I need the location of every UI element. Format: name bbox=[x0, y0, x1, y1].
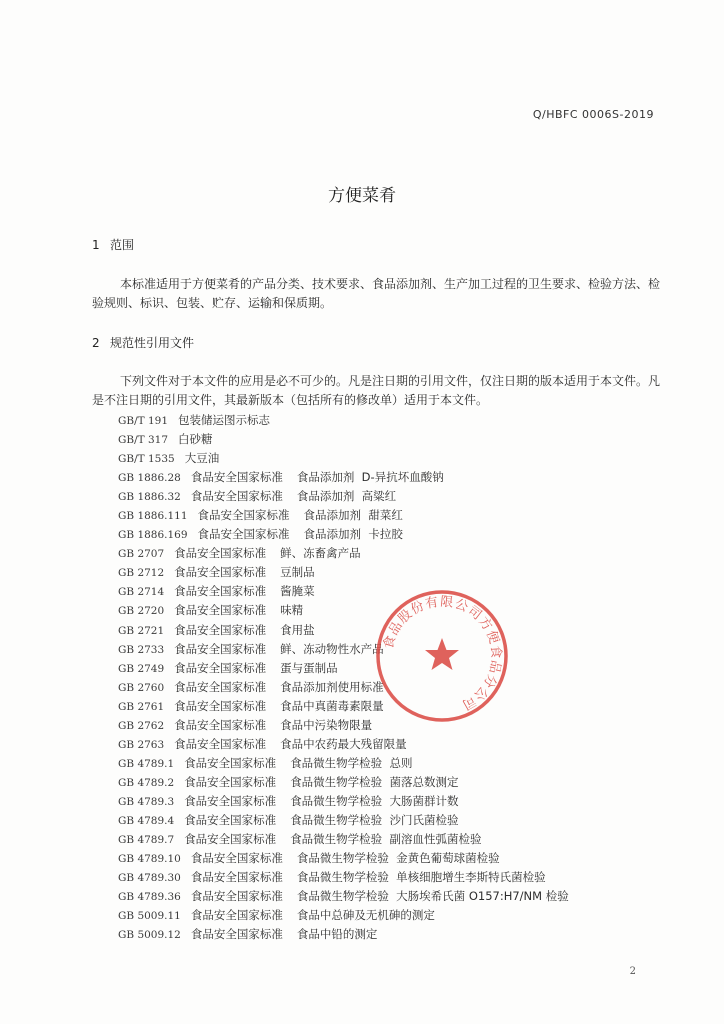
reference-item bbox=[118, 735, 569, 754]
reference-title: 食品安全国家标准 bbox=[190, 851, 283, 866]
reference-subtitle: 食品添加剂使用标准 bbox=[280, 679, 384, 694]
reference-code: GB 5009.11 bbox=[118, 910, 181, 923]
reference-code: GB 4789.36 bbox=[118, 891, 181, 904]
section-2-number: 2 bbox=[92, 336, 100, 350]
reference-title: 食品安全国家标准 bbox=[174, 622, 267, 637]
reference-subtitle: 蛋与蛋制品 bbox=[280, 660, 338, 675]
reference-title: 食品安全国家标准 bbox=[190, 927, 283, 942]
reference-subtitle: 食品中铅的测定 bbox=[296, 927, 378, 942]
reference-title: 食品安全国家标准 bbox=[190, 489, 283, 504]
reference-title: 食品安全国家标准 bbox=[174, 603, 267, 618]
reference-subtitle: 食品添加剂 甜菜红 bbox=[303, 508, 403, 523]
reference-title: 食品安全国家标准 bbox=[184, 832, 277, 847]
section-2-paragraph bbox=[92, 372, 662, 410]
reference-item bbox=[118, 563, 569, 582]
reference-title: 食品安全国家标准 bbox=[174, 660, 267, 675]
reference-item bbox=[118, 449, 569, 468]
reference-code: GB 2749 bbox=[118, 662, 165, 675]
reference-item bbox=[118, 887, 569, 906]
reference-title: 食品安全国家标准 bbox=[190, 870, 283, 885]
reference-title: 食品安全国家标准 bbox=[184, 812, 277, 827]
section-1-body: 本标准适用于方便菜肴的产品分类、技术要求、食品添加剂、生产加工过程的卫生要求、检验方法、检验规则、标识、包装、贮存、运输和保质期。 bbox=[92, 277, 661, 310]
reference-item bbox=[118, 849, 569, 868]
section-1-number: 1 bbox=[92, 238, 100, 252]
reference-code: GB 4789.4 bbox=[118, 814, 175, 827]
reference-item bbox=[118, 430, 569, 449]
reference-subtitle: 味精 bbox=[280, 603, 304, 618]
reference-title: 食品安全国家标准 bbox=[190, 470, 283, 485]
reference-code: GB 1886.111 bbox=[118, 510, 188, 523]
reference-item bbox=[118, 411, 569, 430]
reference-code: GB 1886.32 bbox=[118, 491, 181, 504]
reference-code: GB 2763 bbox=[118, 738, 165, 751]
section-1-title: 范围 bbox=[110, 238, 135, 252]
reference-title: 白砂糖 bbox=[178, 432, 213, 447]
reference-code: GB 1886.28 bbox=[118, 472, 181, 485]
reference-code: GB 2760 bbox=[118, 681, 165, 694]
reference-item bbox=[118, 830, 569, 849]
reference-code: GB 5009.12 bbox=[118, 929, 181, 942]
reference-item bbox=[118, 468, 569, 487]
reference-code: GB 4789.30 bbox=[118, 872, 181, 885]
reference-code: GB/T 191 bbox=[118, 415, 169, 427]
reference-code: GB 4789.10 bbox=[118, 853, 181, 866]
reference-code: GB 2712 bbox=[118, 567, 165, 580]
reference-subtitle: 食品添加剂 高粱红 bbox=[296, 489, 397, 504]
reference-item bbox=[118, 525, 569, 544]
reference-subtitle: 食品添加剂 D-异抗坏血酸钠 bbox=[296, 470, 444, 485]
reference-code: GB 2714 bbox=[118, 586, 165, 599]
reference-code: GB 1886.169 bbox=[118, 529, 188, 542]
reference-code: GB 4789.7 bbox=[118, 834, 175, 847]
reference-subtitle: 食品微生物学检验 沙门氏菌检验 bbox=[290, 812, 459, 827]
reference-code: GB/T 1535 bbox=[118, 453, 175, 466]
reference-item bbox=[118, 544, 569, 563]
reference-item bbox=[118, 792, 569, 811]
reference-title: 包装储运图示标志 bbox=[178, 413, 271, 427]
section-1-paragraph bbox=[92, 275, 662, 313]
reference-subtitle: 食品添加剂 卡拉胶 bbox=[303, 527, 403, 542]
reference-item bbox=[118, 754, 569, 773]
reference-title: 食品安全国家标准 bbox=[174, 546, 267, 561]
reference-subtitle: 酱腌菜 bbox=[280, 584, 315, 599]
reference-title: 食品安全国家标准 bbox=[184, 774, 277, 789]
seal-text: 食品股份有限公司方便食品分公司 bbox=[381, 594, 504, 713]
reference-subtitle: 食品微生物学检验 副溶血性弧菌检验 bbox=[290, 832, 482, 847]
reference-subtitle: 食品中总砷及无机砷的测定 bbox=[296, 908, 435, 923]
reference-subtitle: 食品中真菌毒素限量 bbox=[280, 698, 384, 713]
section-2-body: 下列文件对于本文件的应用是必不可少的。凡是注日期的引用文件，仅注日期的版本适用于本文件。凡是不注日期的引用文件，其最新版本（包括所有的修改单）适用于本文件。 bbox=[92, 374, 661, 407]
star-icon bbox=[425, 638, 459, 670]
reference-code: GB 2761 bbox=[118, 700, 165, 713]
reference-subtitle: 食品中污染物限量 bbox=[280, 717, 373, 732]
reference-code: GB 2720 bbox=[118, 605, 165, 618]
reference-code: GB 4789.1 bbox=[118, 757, 175, 770]
reference-title: 食品安全国家标准 bbox=[184, 793, 277, 808]
reference-title: 食品安全国家标准 bbox=[174, 736, 267, 751]
standard-code: Q/HBFC 0006S-2019 bbox=[532, 108, 654, 121]
reference-title: 食品安全国家标准 bbox=[174, 717, 267, 732]
reference-item bbox=[118, 906, 569, 925]
reference-item bbox=[118, 868, 569, 887]
section-2-heading bbox=[92, 334, 194, 351]
reference-subtitle: 食品微生物学检验 大肠埃希氏菌 O157:H7/NM 检验 bbox=[296, 889, 569, 904]
section-1-heading bbox=[92, 236, 134, 253]
reference-code: GB 2762 bbox=[118, 719, 165, 732]
page-title: 方便菜肴 bbox=[328, 186, 396, 206]
reference-item bbox=[118, 925, 569, 944]
reference-title: 食品安全国家标准 bbox=[174, 565, 267, 580]
reference-subtitle: 豆制品 bbox=[280, 565, 315, 580]
reference-item bbox=[118, 506, 569, 525]
reference-code: GB 4789.3 bbox=[118, 795, 175, 808]
page-number: 2 bbox=[629, 966, 636, 977]
reference-subtitle: 食品中农药最大残留限量 bbox=[280, 736, 407, 751]
reference-item bbox=[118, 773, 569, 792]
reference-title: 食品安全国家标准 bbox=[190, 889, 283, 904]
reference-title: 食品安全国家标准 bbox=[184, 755, 277, 770]
reference-subtitle: 鲜、冻动物性水产品 bbox=[280, 641, 384, 656]
reference-title: 大豆油 bbox=[184, 451, 220, 466]
reference-code: GB 2733 bbox=[118, 643, 165, 656]
reference-subtitle: 食用盐 bbox=[280, 622, 315, 637]
reference-code: GB 2707 bbox=[118, 548, 165, 561]
reference-code: GB 2721 bbox=[118, 624, 165, 637]
reference-subtitle: 食品微生物学检验 金黄色葡萄球菌检验 bbox=[296, 851, 500, 866]
reference-subtitle: 鲜、冻畜禽产品 bbox=[280, 546, 361, 561]
reference-title: 食品安全国家标准 bbox=[174, 698, 267, 713]
reference-item bbox=[118, 487, 569, 506]
reference-subtitle: 食品微生物学检验 总则 bbox=[290, 755, 413, 770]
reference-code: GB 4789.2 bbox=[118, 776, 175, 789]
reference-title: 食品安全国家标准 bbox=[174, 641, 267, 656]
section-2-title: 规范性引用文件 bbox=[110, 336, 195, 350]
reference-subtitle: 食品微生物学检验 单核细胞增生李斯特氏菌检验 bbox=[296, 870, 546, 885]
reference-item bbox=[118, 811, 569, 830]
reference-subtitle: 食品微生物学检验 菌落总数测定 bbox=[290, 774, 459, 789]
reference-title: 食品安全国家标准 bbox=[174, 679, 267, 694]
reference-code: GB/T 317 bbox=[118, 434, 169, 447]
reference-title: 食品安全国家标准 bbox=[190, 908, 283, 923]
reference-title: 食品安全国家标准 bbox=[174, 584, 267, 599]
reference-title: 食品安全国家标准 bbox=[197, 508, 290, 523]
company-seal bbox=[374, 588, 510, 724]
reference-title: 食品安全国家标准 bbox=[197, 527, 290, 542]
reference-subtitle: 食品微生物学检验 大肠菌群计数 bbox=[290, 793, 459, 808]
